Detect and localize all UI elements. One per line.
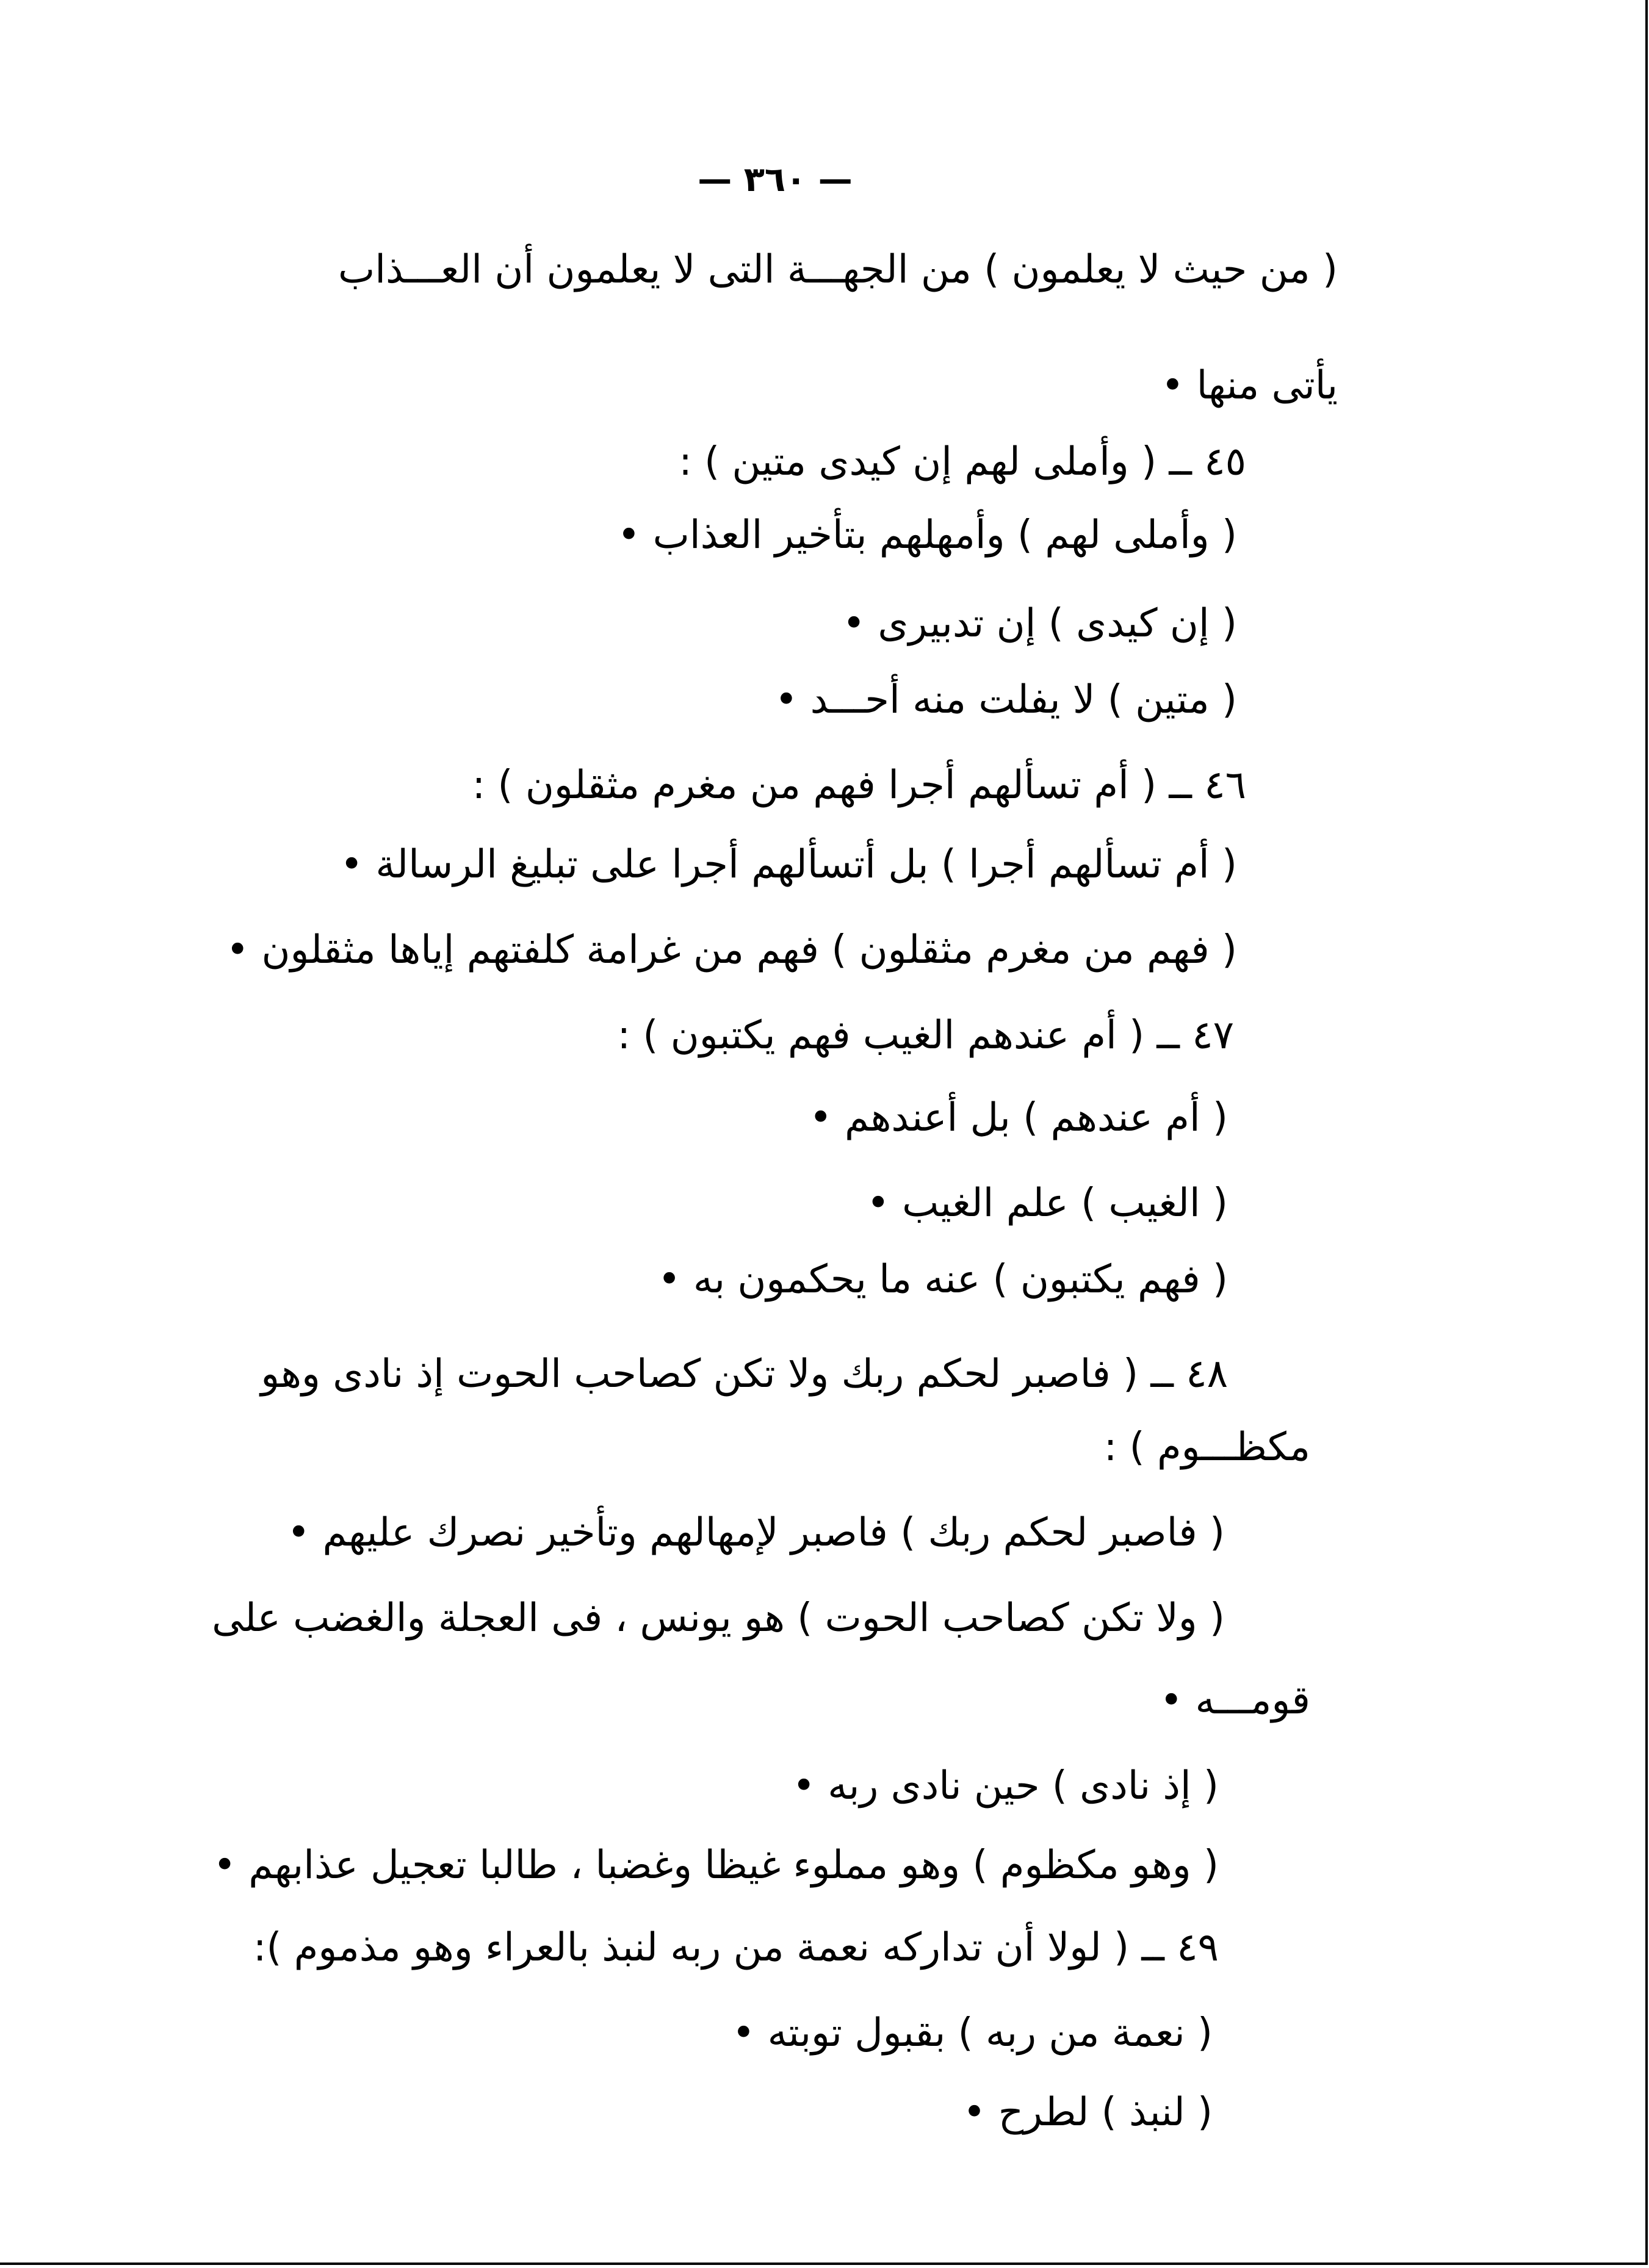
verse-heading: ٤٩ ــ ( لولا أن تداركه نعمة من ربه لنبذ بالعراء وهو مذموم ): — [253, 1925, 1219, 1970]
text-line: ( أم تسألهم أجرا ) بل أتسألهم أجرا على تبليغ الرسالة • — [340, 842, 1237, 887]
text-line: مكظـــوم ) : — [1103, 1425, 1310, 1470]
text-line: ( إن كيدى ) إن تدبيرى • — [842, 601, 1237, 646]
text-line: ( فهم من مغرم مثقلون ) فهم من غرامة كلفتهم إياها مثقلون • — [226, 927, 1237, 973]
text-line: ( من حيث لا يعلمون ) من الجهـــة التى لا يعلمون أن العـــذاب — [337, 247, 1338, 292]
text-line: ( متين ) لا يفلت منه أحـــد • — [774, 677, 1237, 722]
text-line: ( وهو مكظوم ) وهو مملوء غيظا وغضبا ، طالبا تعجيل عذابهم • — [213, 1843, 1219, 1888]
text-line: ( فاصبر لحكم ربك ) فاصبر لإمهالهم وتأخير نصرك عليهم • — [287, 1510, 1225, 1555]
text-line: ( ولا تكن كصاحب الحوت ) هو يونس ، فى العجلة والغضب على — [212, 1596, 1225, 1641]
text-line: ( وأملى لهم ) وأمهلهم بتأخير العذاب • — [617, 513, 1237, 558]
page-number: — ٣٦٠ — — [698, 160, 853, 200]
text-line: ( فهم يكتبون ) عنه ما يحكمون به • — [657, 1257, 1228, 1302]
verse-heading: ٤٦ ــ ( أم تسألهم أجرا فهم من مغرم مثقلون ) : — [472, 763, 1246, 808]
text-line: ( الغيب ) علم الغيب • — [867, 1181, 1228, 1226]
verse-heading: ٤٧ ــ ( أم عندهم الغيب فهم يكتبون ) : — [617, 1013, 1234, 1058]
verse-heading: ٤٨ ــ ( فاصبر لحكم ربك ولا تكن كصاحب الحوت إذ نادى وهو — [261, 1352, 1228, 1397]
text-line: يأتى منها • — [1161, 363, 1338, 408]
verse-heading: ٤٥ ــ ( وأملى لهم إن كيدى متين ) : — [679, 439, 1246, 484]
text-line: ( إذ نادى ) حين نادى ربه • — [792, 1763, 1219, 1809]
text-line: ( لنبذ ) لطرح • — [962, 2090, 1213, 2135]
text-line: ( نعمة من ربه ) بقبول توبته • — [732, 2011, 1213, 2056]
text-line: ( أم عندهم ) بل أعندهم • — [809, 1095, 1228, 1140]
text-line: قومـــه • — [1160, 1678, 1310, 1723]
